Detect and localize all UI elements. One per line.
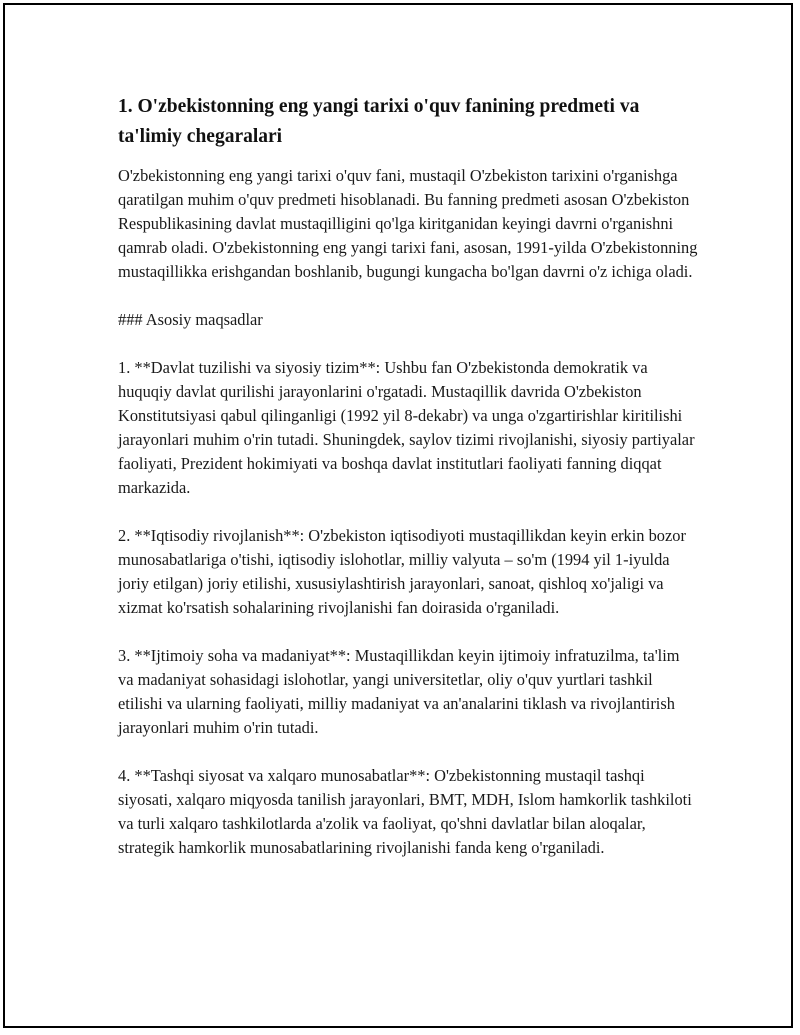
- list-item-economic: 2. **Iqtisodiy rivojlanish**: O'zbekiston iqtisodiyoti mustaqillikdan keyin erkin bozor munosabatlariga o'tishi, iqtisodiy islohotlar, milliy valyuta – so'm (1994 yil 1-iyulda joriy etilgan) joriy etilishi, xususiylashtirish jarayonlari, sanoat, qishloq xo'jaligi va xizmat ko'rsatish sohalarining rivojlanishi fan doirasida o'rganiladi.: [118, 526, 686, 617]
- list-item-foreign-policy: 4. **Tashqi siyosat va xalqaro munosabatlar**: O'zbekistonning mustaqil tashqi siyosati, xalqaro miqyosda tanilish jarayonlari, BMT, MDH, Islom hamkorlik tashkiloti va turli xalqaro tashkilotlarda a'zolik va faoliyat, qo'shni davlatlar bilan aloqalar, strategik hamkorlik munosabatlarining rivojlanishi fanda keng o'rganiladi.: [118, 766, 692, 857]
- intro-paragraph: O'zbekistonning eng yangi tarixi o'quv fani, mustaqil O'zbekiston tarixini o'rganishga qaratilgan muhim o'quv predmeti hisoblanadi. Bu fanning predmeti asosan O'zbekiston Respublikasining davlat mustaqilligini qo'lga kiritganidan keyingi davrni o'rganishni qamrab oladi. O'zbekistonning eng yangi tarixi fani, asosan, 1991-yilda O'zbekistonning mustaqillikka erishgandan boshlanib, bugungi kungacha bo'lgan davrni o'z ichiga oladi.: [118, 166, 698, 281]
- document-title: 1. O'zbekistonning eng yangi tarixi o'quv fanining predmeti va ta'limiy chegaralari: [118, 96, 640, 147]
- list-item-social: 3. **Ijtimoiy soha va madaniyat**: Mustaqillikdan keyin ijtimoiy infratuzilma, ta'lim va madaniyat sohasidagi islohotlar, yangi universitetlar, oliy o'quv yurtlari tashkil etilishi va ularning faoliyati, milliy madaniyat va an'analarini tiklash va rivojlantirish jarayonlari muhim o'rin tutadi.: [118, 646, 680, 737]
- section-heading: ### Asosiy maqsadlar: [118, 310, 263, 329]
- document-body: [118, 92, 698, 884]
- list-item-political: 1. **Davlat tuzilishi va siyosiy tizim**: Ushbu fan O'zbekistonda demokratik va huquqiy davlat qurilishi jarayonlarini o'rgatadi. Mustaqillik davrida O'zbekiston Konstitutsiyasi qabul qilinganligi (1992 yil 8-dekabr) va unga o'zgartirishlar kiritilishi jarayonlari muhim o'rin tutadi. Shuningdek, saylov tizimi rivojlanishi, siyosiy partiyalar faoliyati, Prezident hokimiyati va boshqa davlat institutlari faoliyati fanning diqqat markazida.: [118, 358, 695, 497]
